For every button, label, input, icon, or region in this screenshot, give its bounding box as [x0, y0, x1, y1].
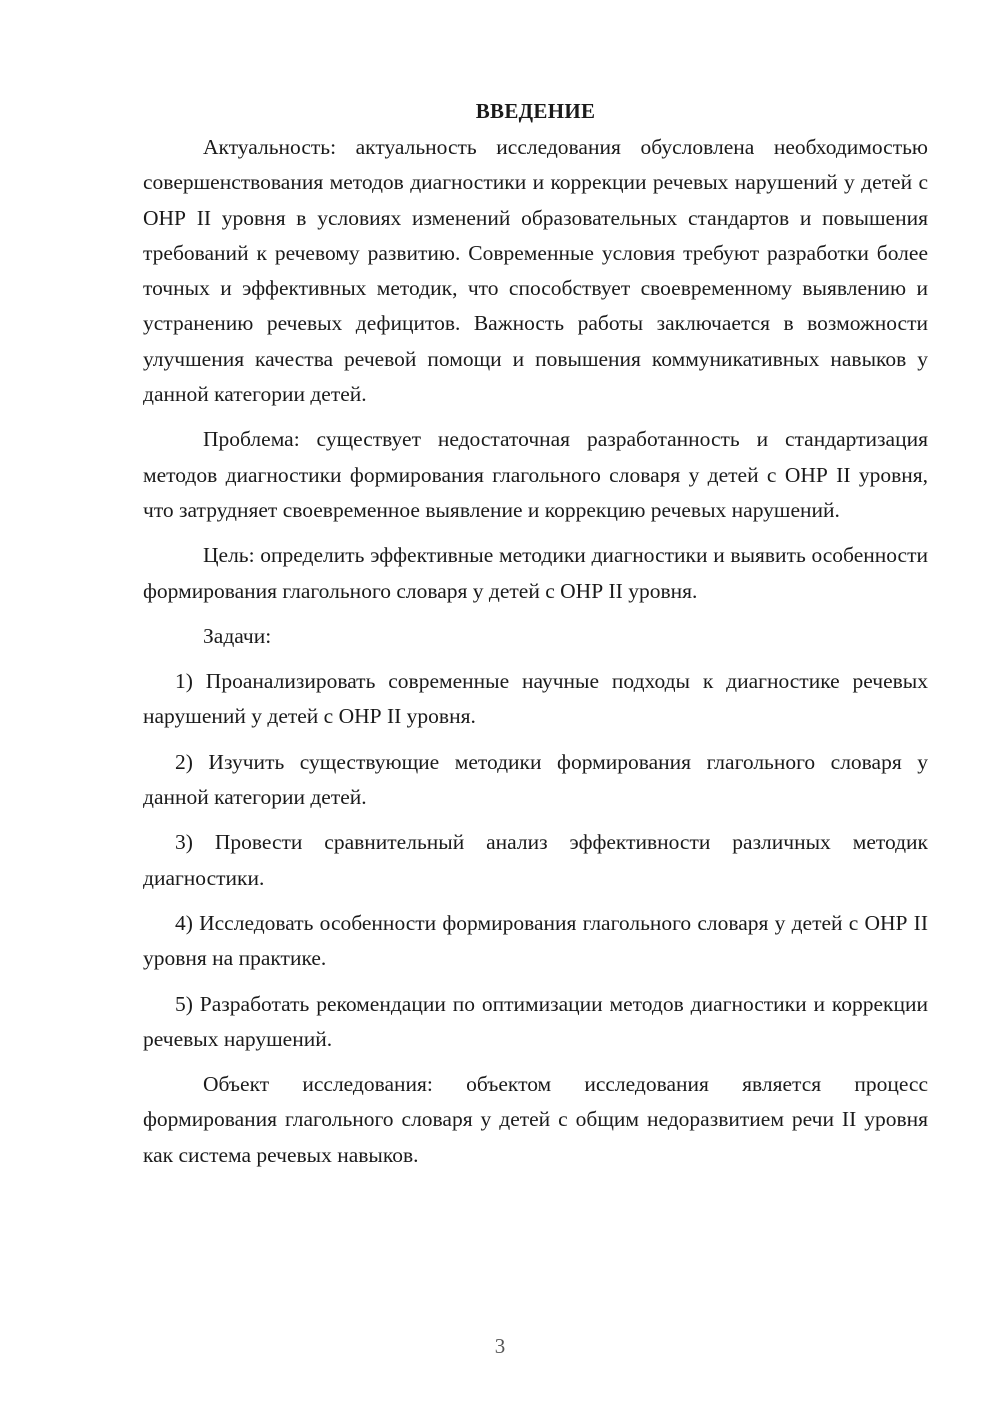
task-item-2: 2) Изучить существующие методики формирования глагольного словаря у данной категории детей. — [143, 749, 928, 810]
task-item-3: 3) Провести сравнительный анализ эффективности различных методик диагностики. — [143, 830, 928, 890]
paragraph-problem: Проблема: существует недостаточная разработанность и стандартизация методов диагностики формирования глагольного словаря у детей с ОНР II уровня, что затрудняет своевременное выявление и коррекцию речевых нарушений. — [143, 427, 928, 522]
document-page — [143, 96, 928, 1183]
task-item-1: 1) Проанализировать современные научные подходы к диагностике речевых нарушений у детей с ОНР II уровня. — [143, 669, 928, 729]
paragraph-relevance: Актуальность: актуальность исследования обусловлена необходимостью совершенствования методов диагностики и коррекции речевых нарушений у детей с ОНР II уровня в условиях изменений образовательных стандартов и повышения требований к речевому развитию. Современные условия требуют разработки более точных и эффективных методик, что способствует своевременному выявлению и устранению речевых дефицитов. Важность работы заключается в возможности улучшения качества речевой помощи и повышения коммуникативных навыков у данной категории детей. — [143, 135, 928, 407]
paragraph-research-object: Объект исследования: объектом исследования является процесс формирования глагольного словаря у детей с общим недоразвитием речи II уровня как система речевых навыков. — [143, 1072, 928, 1167]
page-number: 3 — [494, 1334, 506, 1358]
paragraph-goal: Цель: определить эффективные методики диагностики и выявить особенности формирования глагольного словаря у детей с ОНР II уровня. — [143, 543, 928, 603]
tasks-label: Задачи: — [203, 623, 272, 648]
task-item-4: 4) Исследовать особенности формирования глагольного словаря у детей с ОНР II уровня на практике. — [143, 910, 928, 971]
task-item-5: 5) Разработать рекомендации по оптимизации методов диагностики и коррекции речевых нарушений. — [143, 991, 928, 1051]
section-title: ВВЕДЕНИЕ — [475, 99, 596, 123]
